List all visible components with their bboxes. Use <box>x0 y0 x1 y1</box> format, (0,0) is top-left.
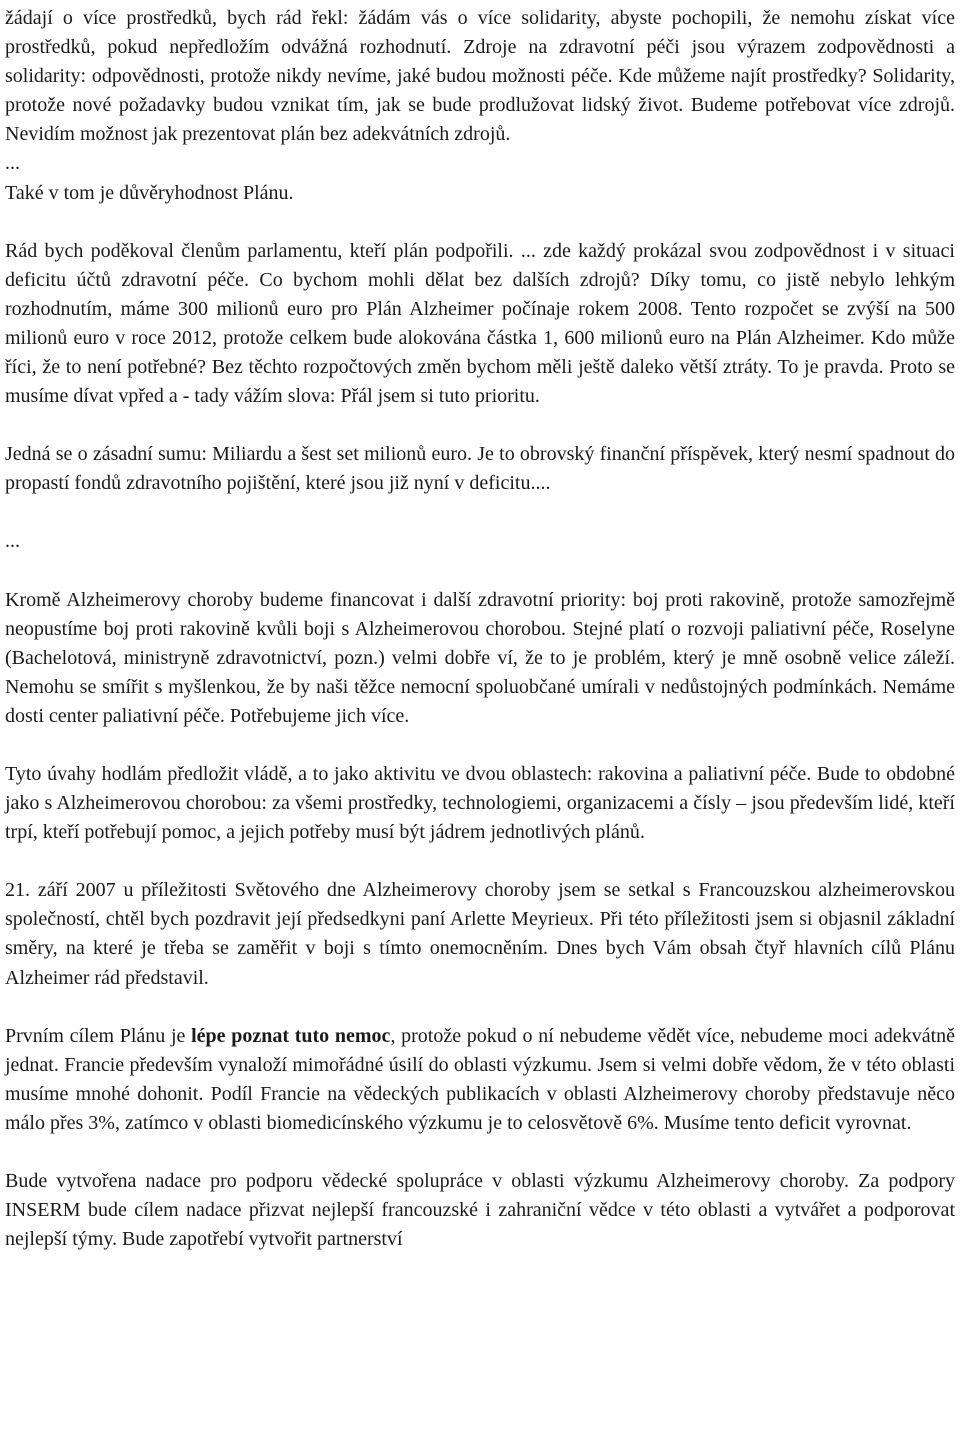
paragraph-government-proposal: Tyto úvahy hodlám předložit vládě, a to jako aktivitu ve dvou oblastech: rakovina a paliativní péče. Bude to obdobné jako s Alzheimerovou chorobou: za všemi prostředky, technologiemi, organizacemi a čísly – jsou především lidé, kteří trpí, kteří potřebují pomoc, a jejich potřeby musí být jádrem jednotlivých plánů. <box>5 762 955 844</box>
paragraph-billion-sum: Jedná se o zásadní sumu: Miliardu a šest set milionů euro. Je to obrovský finanční příspěvek, který nesmí spadnout do propastí fondů zdravotního pojištění, které jsou již nyní v deficitu.... <box>5 443 955 495</box>
paragraph-spacer <box>5 993 955 1022</box>
paragraph-spacer <box>5 731 955 760</box>
paragraph-research-foundation: Bude vytvořena nadace pro podporu vědecké spolupráce v oblasti výzkumu Alzheimerovy choroby. Za podpory INSERM bude cílem nadace přizvat nejlepší francouzské i zahraniční vědce v této oblasti a vytvářet a podporovat nejlepší týmy. Bude zapotřebí vytvořit partnerství <box>5 1170 955 1251</box>
first-goal-intro: Prvním cílem Plánu je <box>5 1024 192 1047</box>
ellipsis-1: ... <box>5 152 20 175</box>
paragraph-spacer <box>5 1138 955 1167</box>
paragraph-world-alzheimer-day: 21. září 2007 u příležitosti Světového dne Alzheimerovy choroby jsem se setkal s Francouzskou alzheimerovskou společností, chtěl bych pozdravit její předsedkyni paní Arlette Meyrieux. Při této příležitosti jsem si objasnil základní směry, na které je třeba se zaměřit v boji s tímto onemocněním. Dnes bych Vám obsah čtyř hlavních cílů Plánu Alzheimer rád představil. <box>5 879 955 989</box>
paragraph-credibility: Také v tom je důvěryhodnost Plánu. <box>5 181 294 204</box>
paragraph-first-goal <box>5 1022 955 1138</box>
paragraph-spacer <box>5 498 955 527</box>
paragraph-spacer <box>5 411 955 440</box>
paragraph-spacer <box>5 847 955 876</box>
ellipsis-2: ... <box>5 530 20 553</box>
paragraph-solidarity: žádají o více prostředků, bych rád řekl: žádám vás o více solidarity, abyste pochopili, že nemohu získat více prostředků, pokud nepředložím odvážná rozhodnutí. Zdroje na zdravotní péči jsou výrazem zodpovědnosti a solidarity: odpovědnosti, protože nikdy nevíme, jaké budou možnosti péče. Kde můžeme najít prostředky? Solidarity, protože nové požadavky budou vznikat tím, jak se bude prodlužovat lidský život. Budeme potřebovat více zdrojů. Nevidím možnost jak prezentovat plán bez adekvátních zdrojů. <box>5 7 955 146</box>
document-page <box>5 4 955 1254</box>
paragraph-other-priorities: Kromě Alzheimerovy choroby budeme financovat i další zdravotní priority: boj proti rakovině, protože samozřejmě neopustíme boj proti rakovině kvůli boji s Alzheimerovou chorobou. Stejné platí o rozvoji paliativní péče, Roselyne (Bachelotová, ministryně zdravotnictví, pozn.) velmi dobře ví, že to je problém, který je mně osobně velice záleží. Nemohu se smířit s myšlenkou, že by naši těžce nemocní spoluobčané umírali v nedůstojných podmínkách. Nemáme dosti center paliativní péče. Potřebujeme jich více. <box>5 588 955 727</box>
paragraph-spacer <box>5 208 955 237</box>
first-goal-bold-phrase: lépe poznat tuto nemoc <box>191 1024 391 1047</box>
first-goal-rest: , protože pokud o ní nebudeme vědět více, nebudeme moci adekvátně jednat. Francie především vynaloží mimořádné úsilí do oblasti výzkumu. Jsem si velmi dobře vědom, že v této oblasti musíme mnohé dohonit. Podíl Francie na vědeckých publikacích v oblasti Alzheimerovy choroby představuje něco málo přes 3%, zatímco v oblasti biomedicínského výzkumu je to celosvětově 6%. Musíme tento deficit vyrovnat. <box>5 1024 956 1134</box>
paragraph-parliament-thanks: Rád bych poděkoval členům parlamentu, kteří plán podpořili. ... zde každý prokázal svou zodpovědnost i v situaci deficitu účtů zdravotní péče. Co bychom mohli dělat bez dalších zdrojů? Díky tomu, co jistě nebylo lehkým rozhodnutím, máme 300 milionů euro pro Plán Alzheimer počínaje rokem 2008. Tento rozpočet se zvýší na 500 milionů euro v roce 2012, protože celkem bude alokována částka 1, 600 milionů euro na Plán Alzheimer. Kdo může říci, že to není potřebné? Bez těchto rozpočtových změn bychom měli ještě daleko větší ztráty. To je pravda. Proto se musíme dívat vpřed a - tady vážím slova: Přál jsem si tuto prioritu. <box>5 239 955 408</box>
paragraph-spacer <box>5 557 955 586</box>
